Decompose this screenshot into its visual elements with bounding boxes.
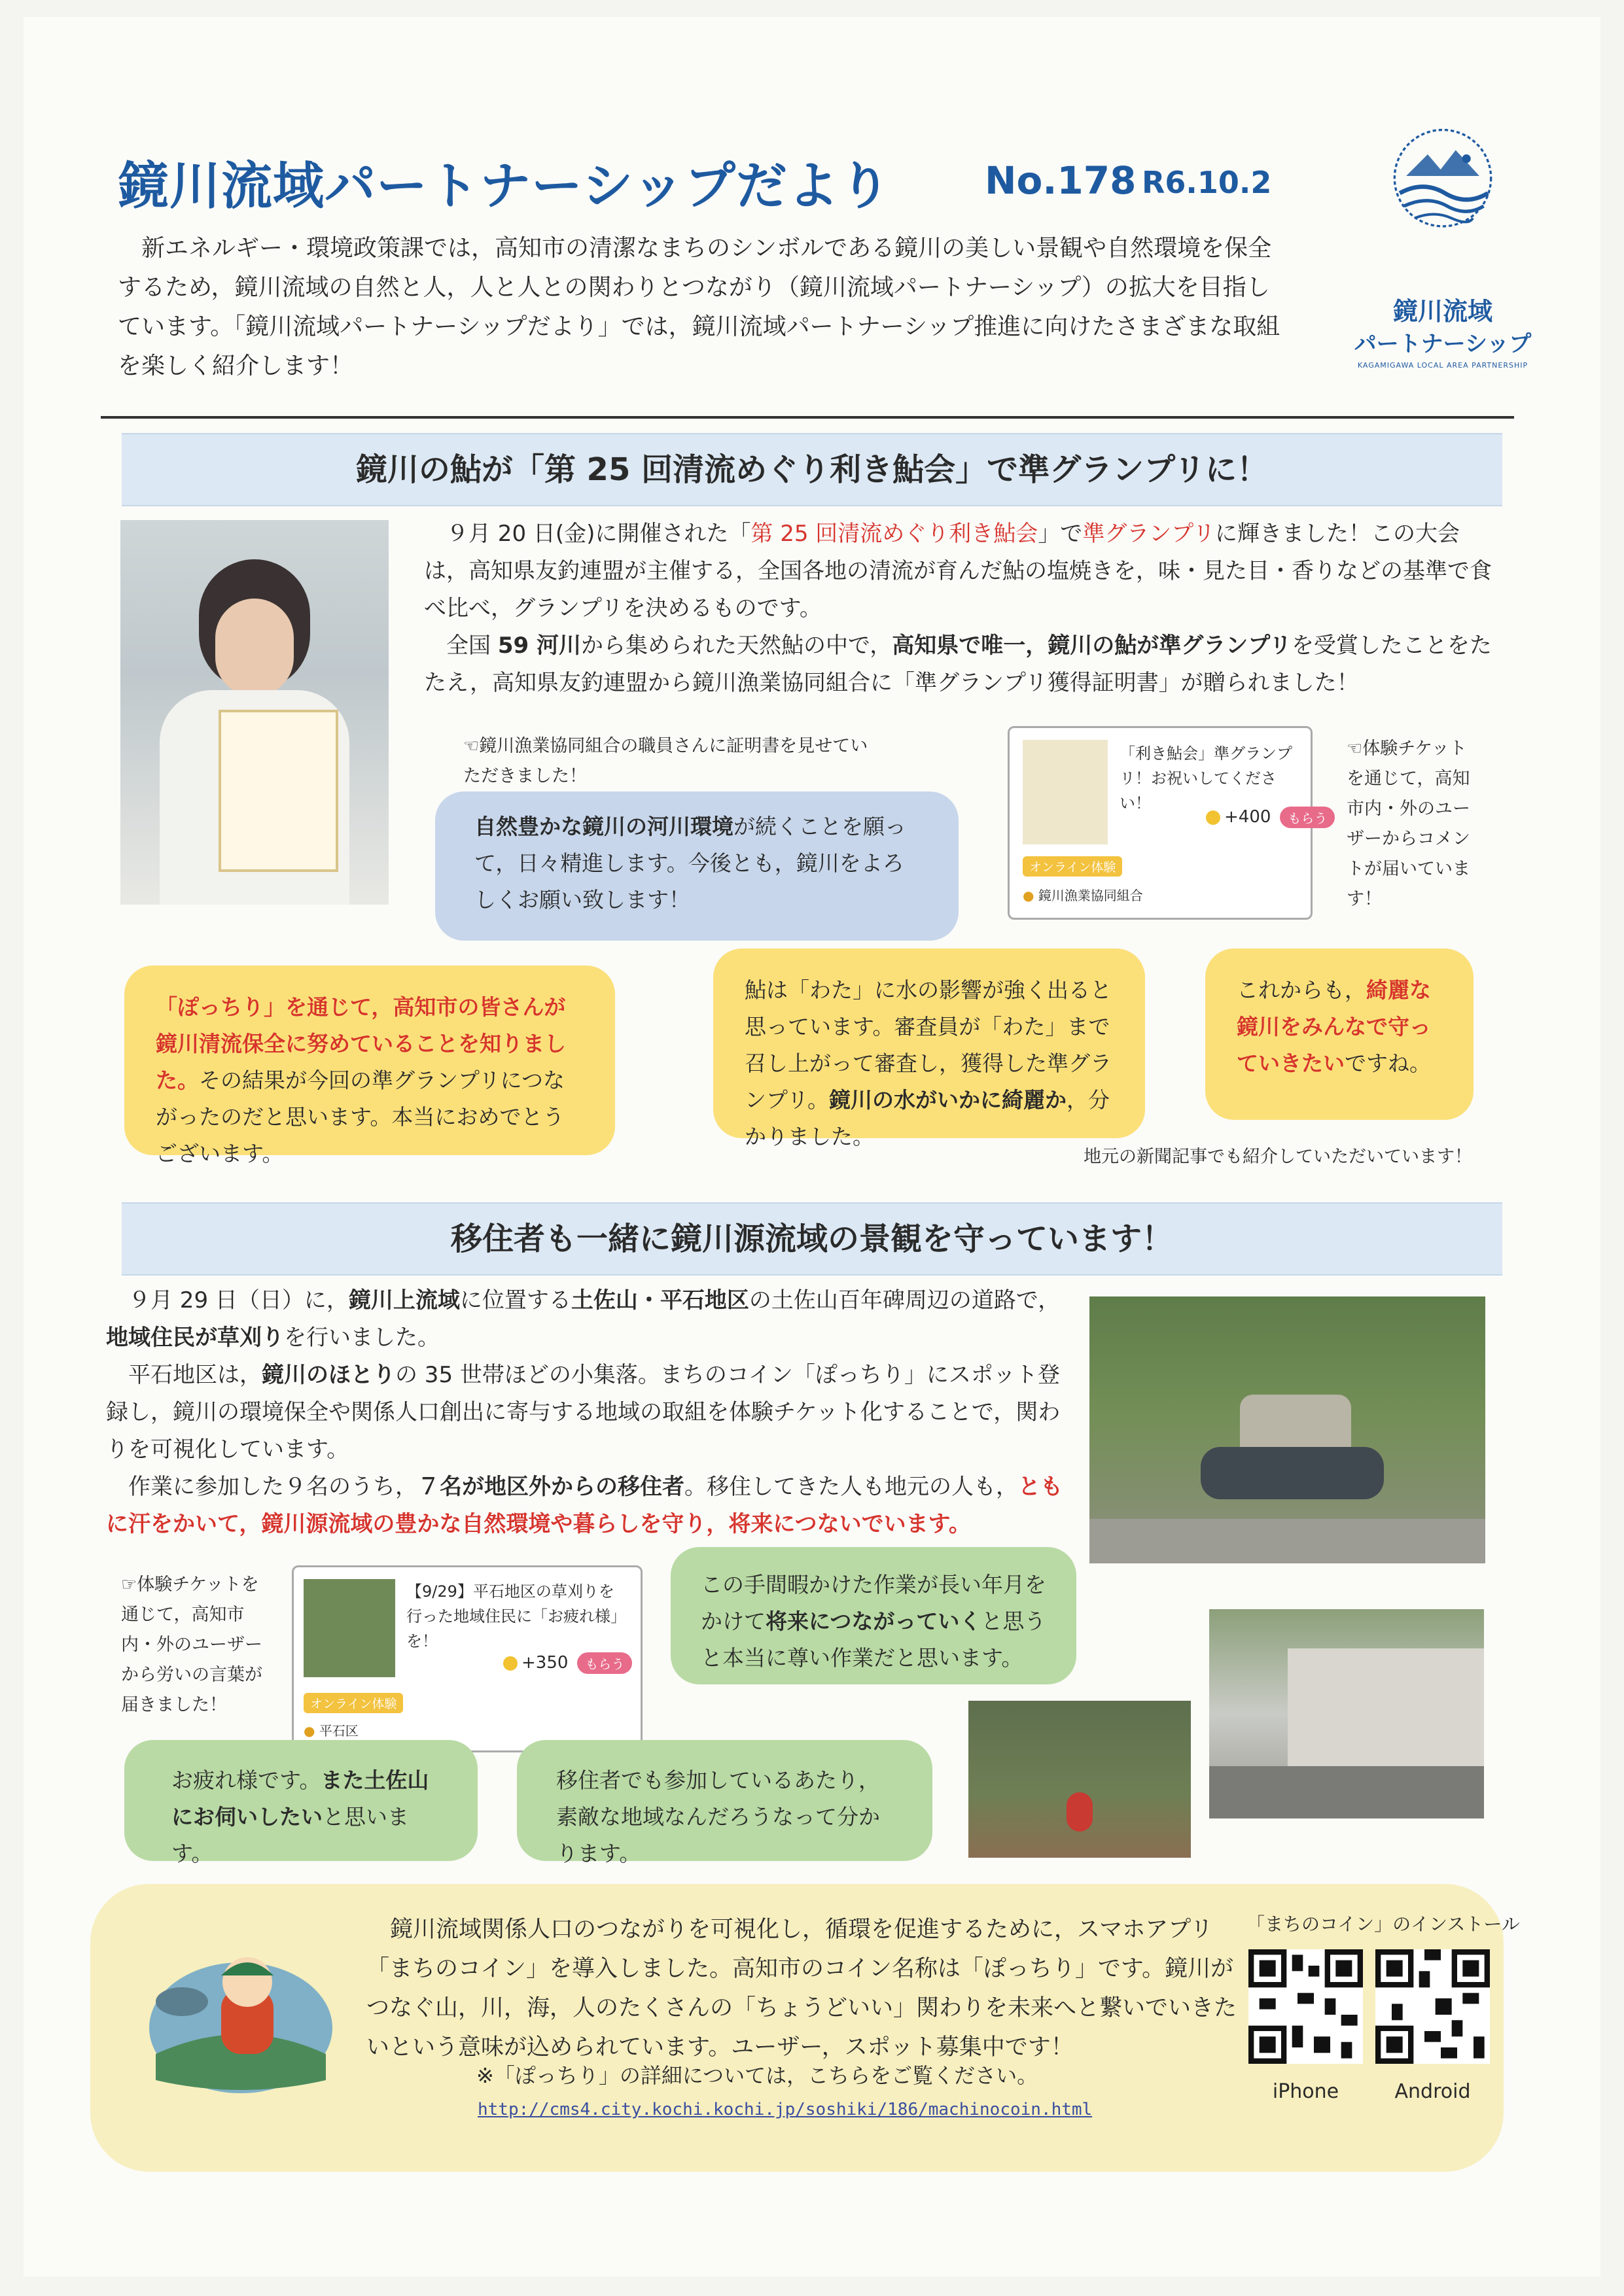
logo-text-2: パートナーシップ xyxy=(1354,331,1532,357)
user-comment-green-1: この手間暇かけた作業が長い年月をかけて将来につながっていくと思うと本当に尊い作業だと思います。 xyxy=(671,1547,1076,1684)
user-comment-bubble-2: 鮎は「わた」に水の影響が強く出ると思っています。審査員が「わた」まで召し上がって審査し，獲得した準グランプリ。鏡川の水がいかに綺麗か，分かりました。 xyxy=(713,948,1145,1138)
receive-button[interactable]: もらう xyxy=(577,1652,632,1674)
ticket-card-text: 【9/29】平石地区の草刈りを行った地域住民に「お疲れ様」を！ xyxy=(406,1582,626,1650)
qr-label-iphone: iPhone xyxy=(1272,2080,1339,2103)
photo-caption: ☜鏡川漁業協同組合の職員さんに証明書を見せていただきました！ xyxy=(463,736,868,786)
river-partnership-logo-icon xyxy=(1348,124,1538,288)
location-pin-icon: ● xyxy=(304,1723,315,1739)
user-comment-bubble-1: 「ぽっちり」を通じて，高知市の皆さんが鏡川清流保全に努めていることを知りました。その結果が今回の準グランプリにつながったのだと思います。本当におめでとうございます。 xyxy=(124,965,615,1155)
ticket-card-mowing xyxy=(292,1565,643,1752)
user-comment-bubble-3: これからも，綺麗な鏡川をみんなで守っていきたいですね。 xyxy=(1205,948,1474,1120)
ticket-card-place: ● 平石区 xyxy=(304,1723,359,1739)
install-label: 「まちのコイン」のインストール xyxy=(1246,1913,1520,1935)
section2-para1: ９月 29 日（日）に，鏡川上流域に位置する土佐山・平石地区の土佐山百年碑周辺の道路で，地域住民が草刈りを行いました。 xyxy=(106,1287,1061,1351)
ticket-note-1: ☜体験チケットを通じて，高知市内・外のユーザーからコメントが届いています！ xyxy=(1347,739,1470,909)
user-comment-green-3: 移住者でも参加しているあたり，素敵な地域なんだろうなって分かります。 xyxy=(517,1740,932,1861)
section2-para2: 平石地区は，鏡川のほとりの 35 世帯ほどの小集落。まちのコイン「ぽっちり」にスポット登録し，鏡川の環境保全や関係人口創出に寄与する地域の取組を体験チケット化することで，関わりを可視化しています。 xyxy=(106,1362,1061,1463)
intro-text: 新エネルギー・環境政策課では，高知市の清潔なまちのシンボルである鏡川の美しい景観や自然環境を保全するため，鏡川流域の自然と人，人と人との関わりとつながり（鏡川流域パートナーシップ）の拡大を目指しています。「鏡川流域パートナーシップだより」では，鏡川流域パートナーシップ推進に向けたさまざまな取組を楽しく紹介します！ xyxy=(118,235,1280,379)
logo-text-3: KAGAMIGAWA LOCAL AREA PARTNERSHIP xyxy=(1357,361,1528,370)
section2-heading: 移住者も一緒に鏡川源流域の景観を守っています！ xyxy=(122,1202,1502,1276)
footer-text: 鏡川流域関係人口のつながりを可視化し，循環を促進するために，スマホアプリ「まちのコイン」を導入しました。高知市のコイン名称は「ぽっちり」です。鏡川がつなぐ山，川，海，人のたくさんの「ちょうどいい」関わりを未来へと繋いでいきたいという意味が込められています。ユーザー，スポット募集中です！ xyxy=(366,1917,1237,2061)
coin-icon xyxy=(1206,810,1220,825)
header-divider xyxy=(101,416,1514,419)
issue-date: R6.10.2 xyxy=(1142,165,1272,200)
newsletter-title: 鏡川流域パートナーシップだより xyxy=(118,157,891,216)
qr-code-iphone-icon[interactable] xyxy=(1248,1949,1363,2064)
photo-certificate-woman xyxy=(120,520,389,905)
photo-volunteers-group xyxy=(1089,1296,1485,1563)
ticket-card-thumbnail xyxy=(304,1579,395,1677)
user-comment-green-2: お疲れ様です。また土佐山にお伺いしたいと思います。 xyxy=(124,1740,478,1861)
ticket-card-points: +350 もらう xyxy=(503,1652,632,1674)
coin-icon xyxy=(503,1656,518,1671)
fishery-comment-bubble: 自然豊かな鏡川の河川環境が続くことを願って，日々精進します。今後とも，鏡川をよろしくお願い致します！ xyxy=(435,791,959,941)
ticket-card-ayu xyxy=(1008,726,1328,920)
section1-heading: 鏡川の鮎が「第 25 回清流めぐり利き鮎会」で準グランプリに！ xyxy=(122,433,1502,506)
ticket-card-text: 「利き鮎会」準グランプリ！お祝いしてください！ xyxy=(1120,744,1292,812)
photo-road-mowing xyxy=(1209,1609,1484,1818)
ticket-card-tag: オンライン体験 xyxy=(1023,856,1122,877)
ticket-card-thumbnail xyxy=(1023,740,1108,844)
issue-number: No.178 xyxy=(985,158,1137,203)
ticket-card-tag: オンライン体験 xyxy=(304,1693,403,1713)
receive-button[interactable]: もらう xyxy=(1280,807,1335,828)
qr-code-android-icon[interactable] xyxy=(1375,1949,1490,2064)
footer-note: ※「ぽっちり」の詳細については，こちらをご覧ください。 xyxy=(476,2063,1038,2088)
ticket-card-place: ● 鏡川漁業協同組合 xyxy=(1023,888,1143,903)
location-pin-icon: ● xyxy=(1023,888,1034,903)
section1-para1: ９月 20 日(金)に開催された「第 25 回清流めぐり利き鮎会」で準グランプリに輝きました！この大会は，高知県友釣連盟が主催する，全国各地の清流が育んだ鮎の塩焼きを，味・見た目・香りなどの基準で食べ比べ，グランプリを決めるものです。 xyxy=(424,521,1492,621)
mascot-illustration-icon xyxy=(143,1930,339,2100)
section2-para3: 作業に参加した９名のうち，７名が地区外からの移住者。移住してきた人も地元の人も，ともに汗をかいて，鏡川源流域の豊かな自然環境や暮らしを守り，将来につないでいます。 xyxy=(106,1474,1063,1537)
section1-para2: 全国 59 河川から集められた天然鮎の中で，高知県で唯一，鏡川の鮎が準グランプリを受賞したことをたたえ，高知県友釣連盟から鏡川漁業協同組合に「準グランプリ獲得証明書」が贈られました！ xyxy=(424,633,1492,696)
ticket-note-2: ☞体験チケットを通じて，高知市内・外のユーザーから労いの言葉が届きました！ xyxy=(121,1574,262,1715)
photo-hillside-flowers xyxy=(968,1701,1191,1858)
newspaper-note: 地元の新聞記事でも紹介していただいています！ xyxy=(1084,1147,1472,1167)
footer-url-link[interactable]: http://cms4.city.kochi.kochi.jp/soshiki/186/machinocoin.html xyxy=(478,2100,1093,2119)
ticket-card-points: +400 もらう xyxy=(1206,807,1335,828)
qr-label-android: Android xyxy=(1394,2080,1471,2103)
logo-text-1: 鏡川流域 xyxy=(1392,297,1492,326)
